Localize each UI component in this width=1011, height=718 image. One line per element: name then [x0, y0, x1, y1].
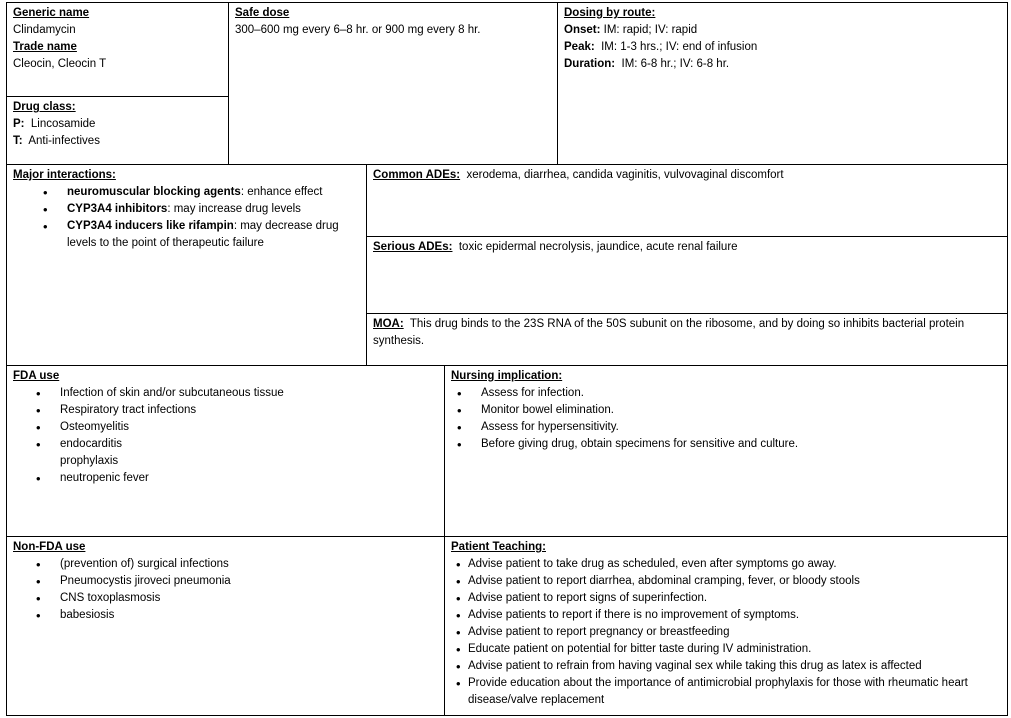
dosing-heading: Dosing by route: — [564, 7, 656, 19]
drug-class-p — [13, 116, 222, 133]
safe-dose-heading: Safe dose — [235, 7, 290, 19]
serious-ades-value: toxic epidermal necrolysis, jaundice, acute renal failure — [458, 241, 738, 253]
non-fda-use-cell — [6, 536, 445, 716]
list-item: • Advise patient to report diarrhea, abdominal cramping, fever, or bloody stools — [451, 573, 1001, 590]
fda-use-list-tail — [13, 470, 438, 487]
list-item: • Advise patient to report pregnancy or breastfeeding — [451, 624, 1001, 641]
drug-class-p-label: P: — [13, 118, 25, 130]
moa-value: This drug binds to the 23S RNA of the 50S subunit on the ribosome, and by doing so inhibits bacterial protein synthesis. — [373, 318, 965, 347]
drug-class-cell — [6, 96, 229, 165]
nursing-cell — [444, 365, 1008, 537]
interaction-agent: CYP3A4 inhibitors — [67, 203, 168, 215]
dosing-duration — [564, 56, 1001, 73]
interactions-cell — [6, 164, 367, 366]
fda-use-sub-line: prophylaxis — [60, 455, 119, 467]
trade-name-heading: Trade name — [13, 41, 77, 53]
patient-teaching-cell — [444, 536, 1008, 716]
list-item: • Advise patient to refrain from having vaginal sex while taking this drug as latex is affected — [451, 658, 1001, 675]
dosing-cell — [557, 2, 1008, 165]
safe-dose-value: 300–600 mg every 6–8 hr. or 900 mg every 8 hr. — [235, 24, 481, 36]
generic-trade-cell — [6, 2, 229, 97]
list-item: • Infection of skin and/or subcutaneous tissue — [13, 385, 438, 402]
common-ades-value: xerodema, diarrhea, candida vaginitis, vulvovaginal discomfort — [466, 169, 784, 181]
interaction-item — [13, 218, 360, 252]
serious-ades-heading: Serious ADEs: — [373, 241, 453, 253]
list-item: • CNS toxoplasmosis — [13, 590, 438, 607]
list-item: • endocarditis — [13, 436, 438, 453]
patient-teaching-heading: Patient Teaching: — [451, 541, 546, 553]
interaction-effect: : may decrease drug levels to the point of therapeutic failure — [67, 220, 339, 249]
nursing-list — [451, 385, 1001, 453]
interactions-list — [13, 184, 360, 252]
fda-use-list — [13, 385, 438, 453]
list-item: • Advise patient to report signs of superinfection. — [451, 590, 1001, 607]
trade-name-value: Cleocin, Cleocin T — [13, 58, 107, 70]
list-item: • Pneumocystis jiroveci pneumonia — [13, 573, 438, 590]
nursing-heading: Nursing implication: — [451, 370, 563, 382]
list-item: • Educate patient on potential for bitter taste during IV administration. — [451, 641, 1001, 658]
generic-name-value: Clindamycin — [13, 24, 76, 36]
patient-teaching-list — [451, 556, 1001, 709]
list-item: • neutropenic fever — [13, 470, 438, 487]
drug-class-p-value: Lincosamide — [30, 118, 96, 130]
generic-name-heading: Generic name — [13, 7, 90, 19]
non-fda-use-list — [13, 556, 438, 624]
drug-class-t — [13, 133, 222, 150]
serious-ades-cell — [366, 236, 1008, 314]
fda-use-cell — [6, 365, 445, 537]
non-fda-use-heading: Non-FDA use — [13, 541, 86, 553]
interaction-agent: CYP3A4 inducers like rifampin — [67, 220, 234, 232]
list-item: • Respiratory tract infections — [13, 402, 438, 419]
interaction-effect: : enhance effect — [240, 186, 323, 198]
interaction-item — [13, 201, 360, 218]
fda-use-heading: FDA use — [13, 370, 60, 382]
list-item: • (prevention of) surgical infections — [13, 556, 438, 573]
drug-class-heading: Drug class: — [13, 101, 76, 113]
list-item: • Osteomyelitis — [13, 419, 438, 436]
common-ades-heading: Common ADEs: — [373, 169, 461, 181]
dosing-onset — [564, 22, 1001, 39]
peak-label: Peak: — [564, 41, 595, 53]
interaction-effect: : may increase drug levels — [167, 203, 301, 215]
list-item: • Advise patients to report if there is no improvement of symptoms. — [451, 607, 1001, 624]
drug-class-t-value: Anti-infectives — [28, 135, 100, 147]
duration-value: IM: 6-8 hr.; IV: 6-8 hr. — [621, 58, 730, 70]
list-item: • Assess for infection. — [451, 385, 1001, 402]
safe-dose-cell — [228, 2, 558, 165]
interactions-heading: Major interactions: — [13, 169, 116, 181]
list-item: • Advise patient to take drug as scheduled, even after symptoms go away. — [451, 556, 1001, 573]
dosing-peak — [564, 39, 1001, 56]
list-item: • Before giving drug, obtain specimens for sensitive and culture. — [451, 436, 1001, 453]
list-item: • Assess for hypersensitivity. — [451, 419, 1001, 436]
moa-cell — [366, 313, 1008, 366]
list-item: • Provide education about the importance of antimicrobial prophylaxis for those with rheumatic heart disease/valve replacement — [451, 675, 1001, 709]
duration-label: Duration: — [564, 58, 616, 70]
interaction-item — [13, 184, 360, 201]
list-item: • Monitor bowel elimination. — [451, 402, 1001, 419]
onset-value: IM: rapid; IV: rapid — [603, 24, 698, 36]
peak-value: IM: 1-3 hrs.; IV: end of infusion — [601, 41, 758, 53]
onset-label: Onset: — [564, 24, 601, 36]
list-item: • babesiosis — [13, 607, 438, 624]
moa-heading: MOA: — [373, 318, 404, 330]
interaction-agent: neuromuscular blocking agents — [67, 186, 241, 198]
common-ades-cell — [366, 164, 1008, 237]
drug-class-t-label: T: — [13, 135, 23, 147]
